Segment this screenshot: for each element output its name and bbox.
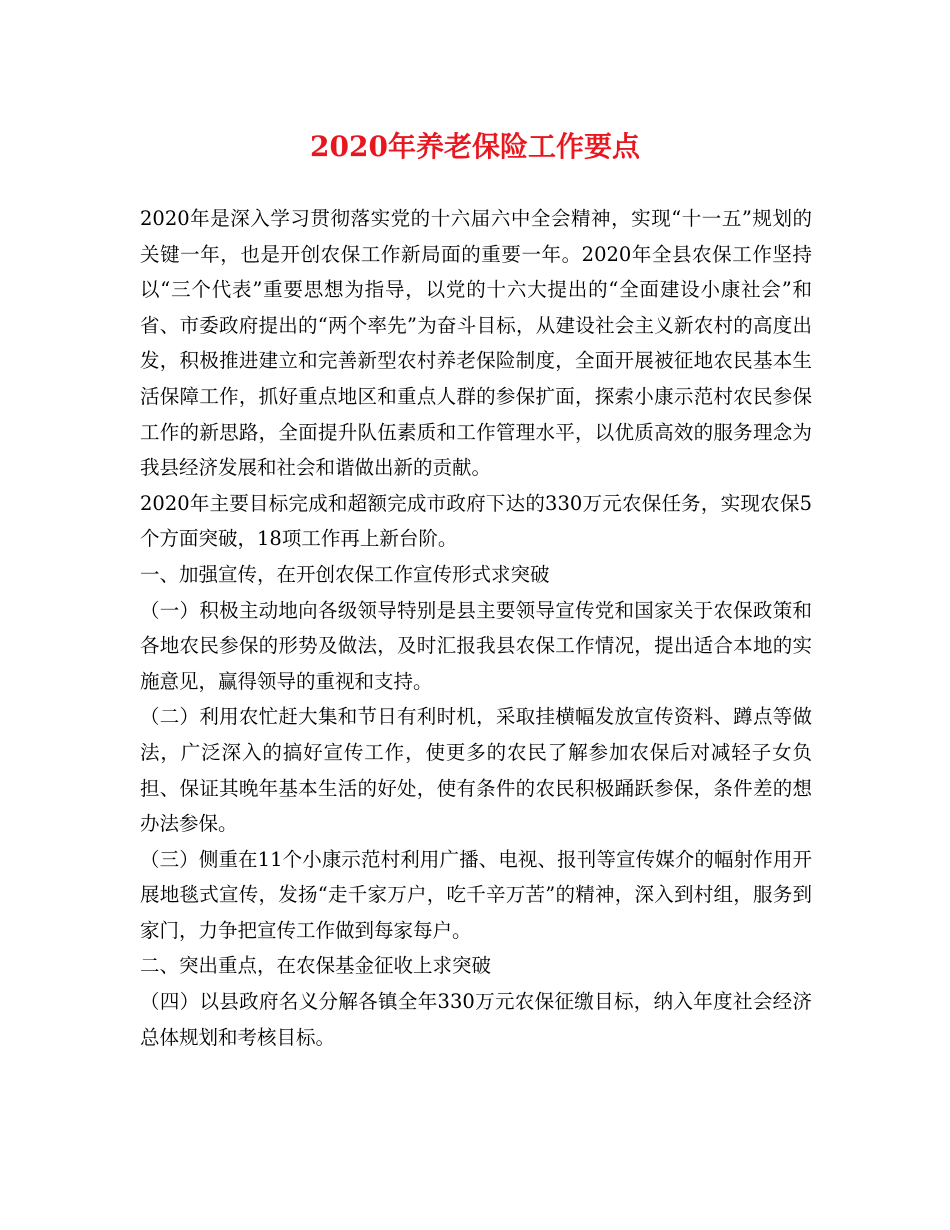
paragraph-item-3: （三）侧重在11个小康示范村利用广播、电视、报刊等宣传媒介的幅射作用开展地毯式宣传，发扬“走千家万户，吃千辛万苦”的精神，深入到村组，服务到家门，力争把宣传工作做到每家每户。 <box>140 847 812 942</box>
paragraph-item-4: （四）以县政府名义分解各镇全年330万元农保征缴目标，纳入年度社会经济总体规划和考核目标。 <box>140 990 812 1049</box>
paragraph-item-2: （二）利用农忙赶大集和节日有利时机，采取挂横幅发放宣传资料、蹲点等做法，广泛深入的搞好宣传工作，使更多的农民了解参加农保后对减轻子女负担、保证其晚年基本生活的好处，使有条件的农民积极踊跃参保，条件差的想办法参保。 <box>140 705 812 836</box>
section-heading-1: 一、加强宣传，在开创农保工作宣传形式求突破 <box>140 562 550 586</box>
document-title: 2020年养老保险工作要点 <box>310 130 640 163</box>
paragraph-item-1: （一）积极主动地向各级领导特别是县主要领导宣传党和国家关于农保政策和各地农民参保的形势及做法，及时汇报我县农保工作情况，提出适合本地的实施意见，赢得领导的重视和支持。 <box>140 598 812 693</box>
paragraph-targets: 2020年主要目标完成和超额完成市政府下达的330万元农保任务，实现农保5个方面突破，18项工作再上新台阶。 <box>140 491 812 551</box>
document-body <box>140 201 812 1055</box>
paragraph-intro: 2020年是深入学习贯彻落实党的十六届六中全会精神，实现“十一五”规划的关键一年，也是开创农保工作新局面的重要一年。2020年全县农保工作坚持以“三个代表”重要思想为指导，以党的十六大提出的“全面建设小康社会”和省、市委政府提出的“两个率先”为奋斗目标，从建设社会主义新农村的高度出发，积极推进建立和完善新型农村养老保险制度，全面开展被征地农民基本生活保障工作，抓好重点地区和重点人群的参保扩面，探索小康示范村农民参保工作的新思路，全面提升队伍素质和工作管理水平，以优质高效的服务理念为我县经济发展和社会和谐做出新的贡献。 <box>140 207 812 480</box>
section-heading-2: 二、突出重点，在农保基金征收上求突破 <box>140 954 492 978</box>
